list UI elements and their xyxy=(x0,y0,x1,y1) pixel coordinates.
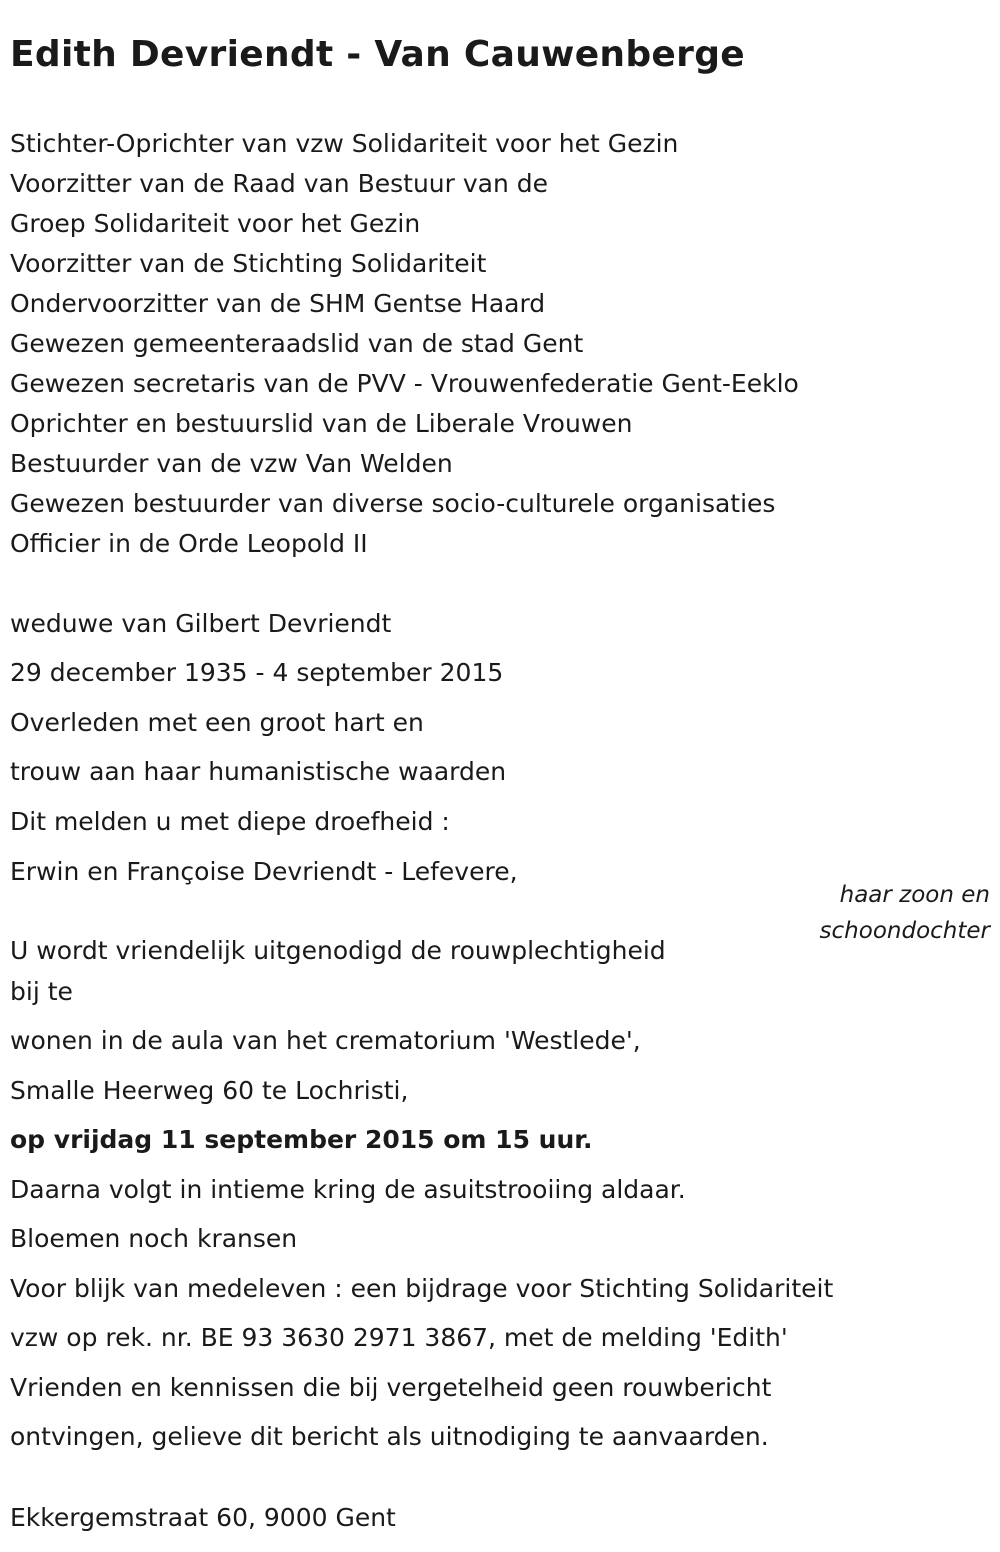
title-line: Gewezen bestuurder van diverse socio-culturele organisaties xyxy=(10,489,776,518)
family-relation-line: haar zoon en xyxy=(839,882,990,908)
invite-line: U wordt vriendelijk uitgenodigd de rouwplechtigheid xyxy=(10,936,666,965)
location-line: wonen in de aula van het crematorium 'Westlede', xyxy=(10,1026,641,1055)
donation-line: Voor blijk van medeleven : een bijdrage voor Stichting Solidariteit xyxy=(10,1274,834,1303)
ceremony-datetime: op vrijdag 11 september 2015 om 15 uur. xyxy=(10,1125,593,1154)
location-line: Smalle Heerweg 60 te Lochristi, xyxy=(10,1076,409,1105)
passing-line: trouw aan haar humanistische waarden xyxy=(10,757,507,786)
title-line: Gewezen secretaris van de PVV - Vrouwenfederatie Gent-Eeklo xyxy=(10,369,799,398)
title-line: Officier in de Orde Leopold II xyxy=(10,529,368,558)
deceased-name: Edith Devriendt - Van Cauwenberge xyxy=(10,34,745,75)
notice-line: ontvingen, gelieve dit bericht als uitnodiging te aanvaarden. xyxy=(10,1422,769,1451)
title-line: Ondervoorzitter van de SHM Gentse Haard xyxy=(10,289,546,318)
widow-of: weduwe van Gilbert Devriendt xyxy=(10,609,392,638)
announcement: Dit melden u met diepe droefheid : xyxy=(10,807,450,836)
family-names: Erwin en Françoise Devriendt - Lefevere, xyxy=(10,857,518,886)
title-line: Gewezen gemeenteraadslid van de stad Gent xyxy=(10,329,584,358)
title-line: Voorzitter van de Raad van Bestuur van de xyxy=(10,169,549,198)
invite-line: bij te xyxy=(10,977,73,1006)
donation-line: vzw op rek. nr. BE 93 3630 2971 3867, met de melding 'Edith' xyxy=(10,1323,788,1352)
title-line: Oprichter en bestuurslid van de Liberale Vrouwen xyxy=(10,409,633,438)
title-line: Stichter-Oprichter van vzw Solidariteit voor het Gezin xyxy=(10,129,679,158)
address: Ekkergemstraat 60, 9000 Gent xyxy=(10,1503,396,1532)
flowers-note: Bloemen noch kransen xyxy=(10,1224,298,1253)
notice-line: Vrienden en kennissen die bij vergetelheid geen rouwbericht xyxy=(10,1373,772,1402)
family-relation-line: schoondochter xyxy=(819,918,990,944)
title-line: Bestuurder van de vzw Van Welden xyxy=(10,449,453,478)
title-line: Groep Solidariteit voor het Gezin xyxy=(10,209,421,238)
passing-line: Overleden met een groot hart en xyxy=(10,708,424,737)
ceremony-after: Daarna volgt in intieme kring de asuitstrooiing aldaar. xyxy=(10,1175,686,1204)
life-dates: 29 december 1935 - 4 september 2015 xyxy=(10,658,504,687)
title-line: Voorzitter van de Stichting Solidariteit xyxy=(10,249,487,278)
family-relation xyxy=(820,877,990,949)
